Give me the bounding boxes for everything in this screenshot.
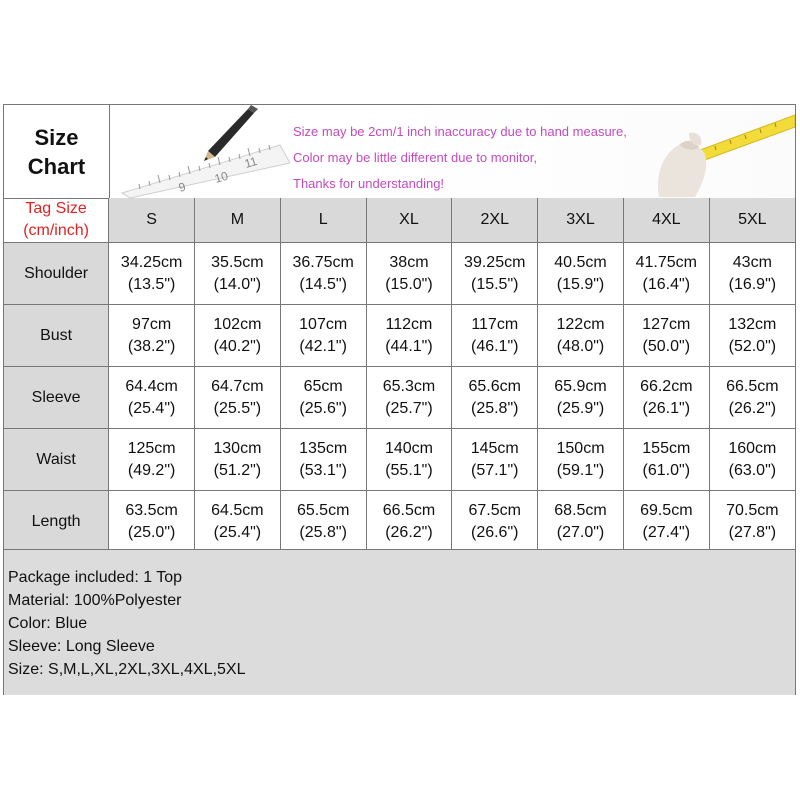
measurement-cell — [538, 367, 624, 429]
measurement-cell — [623, 367, 709, 429]
cm-value: 125cm — [127, 439, 176, 457]
cm-value: 67.5cm — [468, 501, 521, 519]
inch-value: (15.0") — [385, 275, 433, 293]
cm-value: 130cm — [213, 439, 262, 457]
inch-value: (14.5") — [299, 275, 347, 293]
cm-value: 40.5cm — [554, 253, 607, 271]
info-package: Package included: 1 Top — [8, 569, 183, 586]
measurement-cell — [623, 491, 709, 553]
measurement-cell — [366, 243, 452, 305]
row-label: Sleeve — [4, 367, 109, 429]
cm-value: 102cm — [213, 315, 262, 333]
inch-value: (25.5") — [213, 399, 262, 417]
measurement-cell — [709, 243, 795, 305]
measurement-cell — [538, 243, 624, 305]
measurement-cell — [280, 305, 366, 367]
cm-value: 122cm — [556, 315, 605, 333]
cm-value: 127cm — [642, 315, 691, 333]
cm-value: 107cm — [299, 315, 348, 333]
info-sizes: Size: S,M,L,XL,2XL,3XL,4XL,5XL — [8, 661, 246, 678]
cm-value: 145cm — [470, 439, 519, 457]
measurement-cell — [538, 491, 624, 553]
inch-value: (26.2") — [728, 399, 777, 417]
inch-value: (46.1") — [470, 337, 519, 355]
cm-value: 155cm — [642, 439, 691, 457]
inch-value: (26.2") — [385, 523, 433, 541]
measurement-cell — [280, 243, 366, 305]
measurement-cell — [109, 367, 195, 429]
inch-value: (16.9") — [728, 275, 777, 293]
size-header-cell: 4XL — [623, 198, 709, 243]
cm-value: 65cm — [303, 377, 343, 395]
inch-value: (25.4") — [213, 523, 262, 541]
ruler-number-9: 9 — [176, 179, 188, 195]
hand-with-tape-measure-illustration — [645, 105, 795, 198]
size-chart-title — [4, 105, 110, 198]
cm-value: 36.75cm — [292, 253, 354, 271]
inch-value: (63.0") — [728, 461, 777, 479]
size-header-cell: M — [195, 198, 281, 243]
cm-value: 140cm — [384, 439, 433, 457]
inch-value: (27.8") — [728, 523, 777, 541]
measurement-cell — [195, 367, 281, 429]
cm-value: 64.5cm — [211, 501, 264, 519]
measurement-row-shoulder — [4, 243, 795, 305]
measurement-row-length — [4, 491, 795, 553]
inch-value: (27.0") — [556, 523, 605, 541]
inch-value: (48.0") — [556, 337, 605, 355]
cm-value: 65.6cm — [468, 377, 521, 395]
measurement-cell — [109, 243, 195, 305]
inch-value: (44.1") — [385, 337, 433, 355]
tag-size-line-1: Tag Size — [25, 200, 87, 217]
inch-value: (51.2") — [213, 461, 262, 479]
measurement-cell — [709, 491, 795, 553]
size-header-row — [4, 198, 795, 243]
size-header-cell: 3XL — [538, 198, 624, 243]
measurement-cell — [452, 491, 538, 553]
measurement-cell — [538, 429, 624, 491]
cm-value: 112cm — [385, 315, 433, 333]
row-label: Shoulder — [4, 243, 109, 305]
cm-value: 34.25cm — [120, 253, 183, 271]
cm-value: 70.5cm — [726, 501, 779, 519]
size-header-cell: L — [280, 198, 366, 243]
measurement-row-bust — [4, 305, 795, 367]
measurement-cell — [366, 429, 452, 491]
measurement-cell — [109, 429, 195, 491]
measurement-cell — [452, 367, 538, 429]
title-line-2: Chart — [27, 153, 86, 179]
cm-value: 135cm — [299, 439, 348, 457]
ruler-number-11: 11 — [242, 153, 259, 171]
measurement-cell — [366, 367, 452, 429]
measurement-notes — [293, 119, 627, 197]
size-header-cell: XL — [366, 198, 452, 243]
cm-value: 65.5cm — [296, 501, 350, 519]
cm-value: 117cm — [471, 315, 519, 333]
size-header-cell: 2XL — [452, 198, 538, 243]
inch-value: (15.9") — [556, 275, 605, 293]
measurement-cell — [709, 429, 795, 491]
cm-value: 64.4cm — [125, 377, 178, 395]
header-row — [4, 105, 795, 199]
measurement-cell — [538, 305, 624, 367]
measurement-cell — [452, 305, 538, 367]
measurement-cell — [452, 429, 538, 491]
inch-value: (25.8") — [470, 399, 519, 417]
note-line-1: Size may be 2cm/1 inch inaccuracy due to hand measure, — [293, 124, 627, 139]
measurement-cell — [109, 305, 195, 367]
measurement-cell — [195, 305, 281, 367]
cm-value: 38cm — [389, 253, 429, 271]
measurement-banner — [110, 105, 795, 198]
note-line-3: Thanks for understanding! — [293, 176, 445, 191]
cm-value: 63.5cm — [125, 501, 178, 519]
info-color: Color: Blue — [8, 615, 88, 632]
product-info-lines — [8, 566, 245, 681]
ruler-number-10: 10 — [212, 168, 230, 186]
inch-value: (55.1") — [385, 461, 433, 479]
cm-value: 66.2cm — [640, 377, 693, 395]
measurement-cell — [195, 429, 281, 491]
measurement-row-waist — [4, 429, 795, 491]
cm-value: 64.7cm — [211, 377, 264, 395]
cm-value: 41.75cm — [635, 253, 697, 271]
measurement-cell — [366, 305, 452, 367]
inch-value: (61.0") — [642, 461, 691, 479]
inch-value: (15.5") — [470, 275, 519, 293]
cm-value: 97cm — [132, 315, 172, 333]
inch-value: (40.2") — [213, 337, 262, 355]
cm-value: 66.5cm — [382, 501, 436, 519]
row-label: Waist — [4, 429, 109, 491]
inch-value: (25.4") — [127, 399, 176, 417]
measurement-cell — [623, 429, 709, 491]
inch-value: (25.7") — [385, 399, 433, 417]
measurement-cell — [280, 367, 366, 429]
cm-value: 132cm — [728, 315, 777, 333]
size-header-cell: 5XL — [709, 198, 795, 243]
measurement-cell — [280, 429, 366, 491]
cm-value: 65.9cm — [554, 377, 607, 395]
inch-value: (26.1") — [642, 399, 691, 417]
cm-value: 160cm — [728, 439, 777, 457]
pencil-ruler-illustration — [120, 105, 290, 198]
cm-value: 43cm — [732, 253, 772, 271]
cm-value: 69.5cm — [640, 501, 693, 519]
measurement-cell — [709, 367, 795, 429]
tag-size-label — [4, 198, 109, 243]
inch-value: (16.4") — [642, 275, 691, 293]
info-material: Material: 100%Polyester — [8, 592, 182, 609]
row-label: Length — [4, 491, 109, 553]
title-line-1: Size — [34, 124, 79, 150]
inch-value: (57.1") — [470, 461, 519, 479]
cm-value: 68.5cm — [554, 501, 607, 519]
inch-value: (14.0") — [213, 275, 262, 293]
cm-value: 35.5cm — [211, 253, 264, 271]
measurement-cell — [623, 243, 709, 305]
inch-value: (42.1") — [299, 337, 347, 355]
inch-value: (38.2") — [127, 337, 176, 355]
measurement-cell — [709, 305, 795, 367]
inch-value: (50.0") — [642, 337, 691, 355]
inch-value: (27.4") — [642, 523, 691, 541]
measurement-cell — [195, 243, 281, 305]
note-line-2: Color may be little different due to monitor, — [293, 150, 537, 165]
measurement-cell — [195, 491, 281, 553]
inch-value: (49.2") — [127, 461, 176, 479]
inch-value: (25.9") — [556, 399, 605, 417]
measurement-cell — [280, 491, 366, 553]
inch-value: (25.8") — [299, 523, 347, 541]
measurement-cell — [452, 243, 538, 305]
product-info — [4, 549, 795, 695]
measurement-row-sleeve — [4, 367, 795, 429]
measurement-cell — [109, 491, 195, 553]
inch-value: (25.0") — [127, 523, 176, 541]
cm-value: 66.5cm — [726, 377, 779, 395]
size-chart-frame — [3, 104, 796, 695]
info-sleeve: Sleeve: Long Sleeve — [8, 638, 155, 655]
tag-size-line-2: (cm/inch) — [23, 222, 89, 239]
measurement-rows — [4, 243, 795, 553]
measurement-cell — [366, 491, 452, 553]
inch-value: (59.1") — [556, 461, 605, 479]
inch-value: (25.6") — [299, 399, 347, 417]
inch-value: (53.1") — [299, 461, 347, 479]
inch-value: (13.5") — [127, 275, 176, 293]
inch-value: (26.6") — [470, 523, 519, 541]
cm-value: 39.25cm — [464, 253, 526, 271]
size-header-cell: S — [109, 198, 195, 243]
measurement-cell — [623, 305, 709, 367]
size-table — [4, 198, 795, 553]
inch-value: (52.0") — [728, 337, 777, 355]
cm-value: 65.3cm — [382, 377, 436, 395]
cm-value: 150cm — [556, 439, 605, 457]
row-label: Bust — [4, 305, 109, 367]
